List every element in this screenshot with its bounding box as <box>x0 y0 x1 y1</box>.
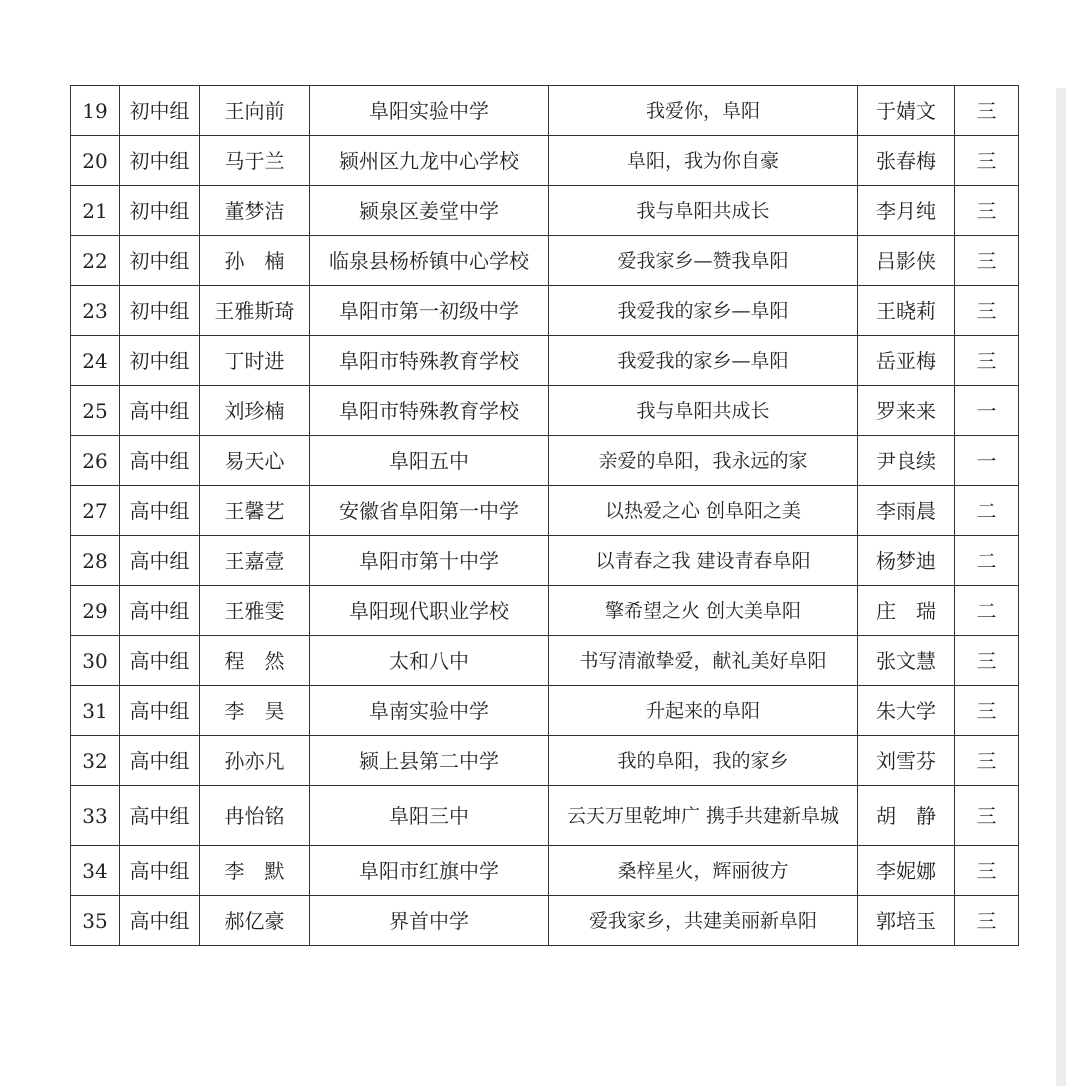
cell-group: 初中组 <box>120 86 200 136</box>
cell-school: 颍州区九龙中心学校 <box>310 136 549 186</box>
cell-prize: 三 <box>955 86 1019 136</box>
cell-school: 安徽省阜阳第一中学 <box>310 486 549 536</box>
cell-teacher: 张春梅 <box>858 136 955 186</box>
cell-group: 高中组 <box>120 386 200 436</box>
cell-number: 19 <box>71 86 120 136</box>
cell-student-name: 王嘉壹 <box>200 536 310 586</box>
table-row <box>71 786 1019 846</box>
cell-group: 初中组 <box>120 236 200 286</box>
cell-school: 阜阳市第十中学 <box>310 536 549 586</box>
cell-number: 33 <box>71 786 120 846</box>
table-row <box>71 86 1019 136</box>
cell-school: 阜阳市特殊教育学校 <box>310 336 549 386</box>
cell-essay-title: 我的阜阳，我的家乡 <box>549 736 858 786</box>
cell-teacher: 王晓莉 <box>858 286 955 336</box>
cell-group: 初中组 <box>120 336 200 386</box>
cell-student-name: 董梦洁 <box>200 186 310 236</box>
cell-prize: 一 <box>955 386 1019 436</box>
cell-number: 25 <box>71 386 120 436</box>
cell-school: 阜阳三中 <box>310 786 549 846</box>
cell-number: 30 <box>71 636 120 686</box>
cell-essay-title: 升起来的阜阳 <box>549 686 858 736</box>
cell-group: 高中组 <box>120 736 200 786</box>
award-results-table <box>70 85 1019 946</box>
cell-teacher: 尹良续 <box>858 436 955 486</box>
cell-number: 31 <box>71 686 120 736</box>
cell-group: 初中组 <box>120 286 200 336</box>
cell-student-name: 刘珍楠 <box>200 386 310 436</box>
cell-essay-title: 我与阜阳共成长 <box>549 186 858 236</box>
table-row <box>71 386 1019 436</box>
cell-essay-title: 云天万里乾坤广 携手共建新阜城 <box>549 786 858 846</box>
table-row <box>71 436 1019 486</box>
cell-school: 阜阳市特殊教育学校 <box>310 386 549 436</box>
cell-prize: 三 <box>955 136 1019 186</box>
cell-school: 颍泉区姜堂中学 <box>310 186 549 236</box>
cell-prize: 三 <box>955 186 1019 236</box>
cell-teacher: 张文慧 <box>858 636 955 686</box>
cell-student-name: 李 默 <box>200 846 310 896</box>
cell-group: 高中组 <box>120 686 200 736</box>
cell-school: 颍上县第二中学 <box>310 736 549 786</box>
cell-prize: 一 <box>955 436 1019 486</box>
table-row <box>71 846 1019 896</box>
cell-number: 21 <box>71 186 120 236</box>
cell-school: 界首中学 <box>310 896 549 946</box>
cell-prize: 三 <box>955 896 1019 946</box>
table-row <box>71 636 1019 686</box>
cell-essay-title: 我爱我的家乡—阜阳 <box>549 286 858 336</box>
cell-student-name: 王向前 <box>200 86 310 136</box>
cell-student-name: 程 然 <box>200 636 310 686</box>
table-row <box>71 586 1019 636</box>
cell-number: 23 <box>71 286 120 336</box>
cell-number: 35 <box>71 896 120 946</box>
cell-student-name: 丁时进 <box>200 336 310 386</box>
cell-essay-title: 桑梓星火，辉丽彼方 <box>549 846 858 896</box>
cell-number: 29 <box>71 586 120 636</box>
cell-group: 高中组 <box>120 896 200 946</box>
cell-school: 阜阳实验中学 <box>310 86 549 136</box>
cell-essay-title: 书写清澈挚爱，献礼美好阜阳 <box>549 636 858 686</box>
cell-student-name: 冉怡铭 <box>200 786 310 846</box>
cell-prize: 二 <box>955 536 1019 586</box>
cell-teacher: 朱大学 <box>858 686 955 736</box>
cell-essay-title: 擎希望之火 创大美阜阳 <box>549 586 858 636</box>
cell-number: 22 <box>71 236 120 286</box>
table-row <box>71 136 1019 186</box>
cell-essay-title: 以热爱之心 创阜阳之美 <box>549 486 858 536</box>
cell-essay-title: 我爱我的家乡—阜阳 <box>549 336 858 386</box>
cell-essay-title: 阜阳，我为你自豪 <box>549 136 858 186</box>
cell-teacher: 于婧文 <box>858 86 955 136</box>
cell-prize: 三 <box>955 236 1019 286</box>
cell-student-name: 孙 楠 <box>200 236 310 286</box>
cell-group: 高中组 <box>120 846 200 896</box>
table-row <box>71 896 1019 946</box>
cell-number: 20 <box>71 136 120 186</box>
cell-teacher: 郭培玉 <box>858 896 955 946</box>
cell-group: 高中组 <box>120 786 200 846</box>
cell-prize: 三 <box>955 846 1019 896</box>
cell-group: 高中组 <box>120 536 200 586</box>
page-edge-shadow <box>1056 88 1066 1086</box>
cell-prize: 三 <box>955 636 1019 686</box>
cell-teacher: 胡 静 <box>858 786 955 846</box>
cell-school: 太和八中 <box>310 636 549 686</box>
cell-essay-title: 我与阜阳共成长 <box>549 386 858 436</box>
cell-group: 高中组 <box>120 436 200 486</box>
table-row <box>71 736 1019 786</box>
cell-prize: 三 <box>955 686 1019 736</box>
table-row <box>71 186 1019 236</box>
table-row <box>71 486 1019 536</box>
cell-prize: 三 <box>955 286 1019 336</box>
cell-prize: 二 <box>955 586 1019 636</box>
cell-teacher: 吕影侠 <box>858 236 955 286</box>
cell-group: 高中组 <box>120 486 200 536</box>
table-row <box>71 236 1019 286</box>
cell-school: 阜南实验中学 <box>310 686 549 736</box>
table-row <box>71 286 1019 336</box>
cell-prize: 三 <box>955 786 1019 846</box>
cell-school: 阜阳市第一初级中学 <box>310 286 549 336</box>
cell-group: 高中组 <box>120 586 200 636</box>
cell-student-name: 易天心 <box>200 436 310 486</box>
cell-teacher: 杨梦迪 <box>858 536 955 586</box>
cell-prize: 三 <box>955 736 1019 786</box>
cell-teacher: 李妮娜 <box>858 846 955 896</box>
cell-essay-title: 以青春之我 建设青春阜阳 <box>549 536 858 586</box>
table-row <box>71 686 1019 736</box>
cell-essay-title: 我爱你，阜阳 <box>549 86 858 136</box>
cell-group: 初中组 <box>120 136 200 186</box>
cell-student-name: 王雅斯琦 <box>200 286 310 336</box>
cell-prize: 二 <box>955 486 1019 536</box>
cell-essay-title: 爱我家乡—赞我阜阳 <box>549 236 858 286</box>
cell-student-name: 郝亿豪 <box>200 896 310 946</box>
cell-student-name: 王馨艺 <box>200 486 310 536</box>
cell-teacher: 刘雪芬 <box>858 736 955 786</box>
cell-group: 高中组 <box>120 636 200 686</box>
cell-prize: 三 <box>955 336 1019 386</box>
table-row <box>71 536 1019 586</box>
cell-number: 28 <box>71 536 120 586</box>
cell-teacher: 庄 瑞 <box>858 586 955 636</box>
cell-school: 阜阳五中 <box>310 436 549 486</box>
cell-number: 34 <box>71 846 120 896</box>
cell-group: 初中组 <box>120 186 200 236</box>
cell-school: 阜阳市红旗中学 <box>310 846 549 896</box>
cell-student-name: 马于兰 <box>200 136 310 186</box>
cell-teacher: 李雨晨 <box>858 486 955 536</box>
cell-school: 阜阳现代职业学校 <box>310 586 549 636</box>
cell-number: 26 <box>71 436 120 486</box>
cell-essay-title: 亲爱的阜阳，我永远的家 <box>549 436 858 486</box>
cell-teacher: 岳亚梅 <box>858 336 955 386</box>
cell-student-name: 李 昊 <box>200 686 310 736</box>
table-body <box>71 86 1019 946</box>
cell-school: 临泉县杨桥镇中心学校 <box>310 236 549 286</box>
cell-essay-title: 爱我家乡，共建美丽新阜阳 <box>549 896 858 946</box>
table-row <box>71 336 1019 386</box>
cell-number: 32 <box>71 736 120 786</box>
cell-teacher: 罗来来 <box>858 386 955 436</box>
cell-student-name: 王雅雯 <box>200 586 310 636</box>
cell-teacher: 李月纯 <box>858 186 955 236</box>
cell-student-name: 孙亦凡 <box>200 736 310 786</box>
cell-number: 24 <box>71 336 120 386</box>
cell-number: 27 <box>71 486 120 536</box>
